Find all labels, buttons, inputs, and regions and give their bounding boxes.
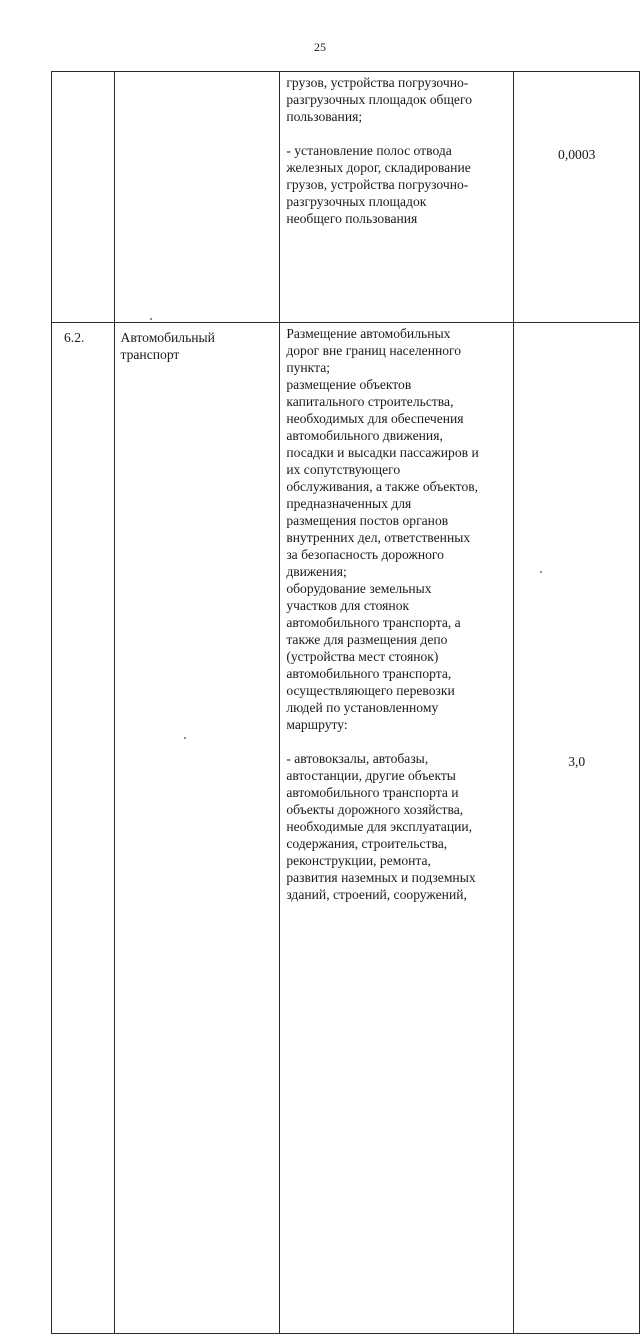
description-paragraph: грузов, устройства погрузочно- разгрузочных площадок общего пользования; (286, 75, 472, 124)
table-row (52, 72, 640, 323)
page-number: 25 (314, 40, 326, 54)
row-number-cell: 6.2. (52, 323, 115, 1334)
scan-speck (150, 318, 152, 320)
use-type-name-cell: Автомобильный транспорт (114, 323, 280, 1334)
row-number-cell (52, 72, 115, 323)
use-description-cell (280, 72, 514, 323)
scan-speck (184, 737, 186, 739)
use-description-cell (280, 323, 514, 1334)
description-paragraph: Размещение автомобильных дорог вне границ населенного пункта; размещение объектов капитального строительства, необходимых для обеспечения автомобильного движения, посадки и высадки пассажиров и их сопутствующего обслуживания, а также объектов, предназначенных для размещения постов органов внутренних дел, ответственных за безопасность дорожного движения; оборудование земельных участков для стоянок автомобильного транспорта, а также для размещения депо (устройства мест стоянок) автомобильного транспорта, осуществляющего перевозки людей по установленному маршруту: (286, 326, 479, 732)
table-row (52, 323, 640, 1334)
value-cell: 3,0 (514, 323, 640, 1334)
description-paragraph: - автовокзалы, автобазы, автостанции, другие объекты автомобильного транспорта и объекты дорожного хозяйства, необходимые для эксплуатации, содержания, строительства, реконструкции, ремонта, развития наземных и подземных зданий, строений, сооружений, (286, 751, 476, 902)
description-paragraph: - установление полос отвода железных дорог, складирование грузов, устройства погрузочно- разгрузочных площадок необщего пользования (286, 143, 471, 226)
scan-speck (540, 571, 542, 573)
use-type-name-cell (114, 72, 280, 323)
value-cell: 0,0003 (514, 72, 640, 323)
land-use-table (51, 71, 640, 1334)
